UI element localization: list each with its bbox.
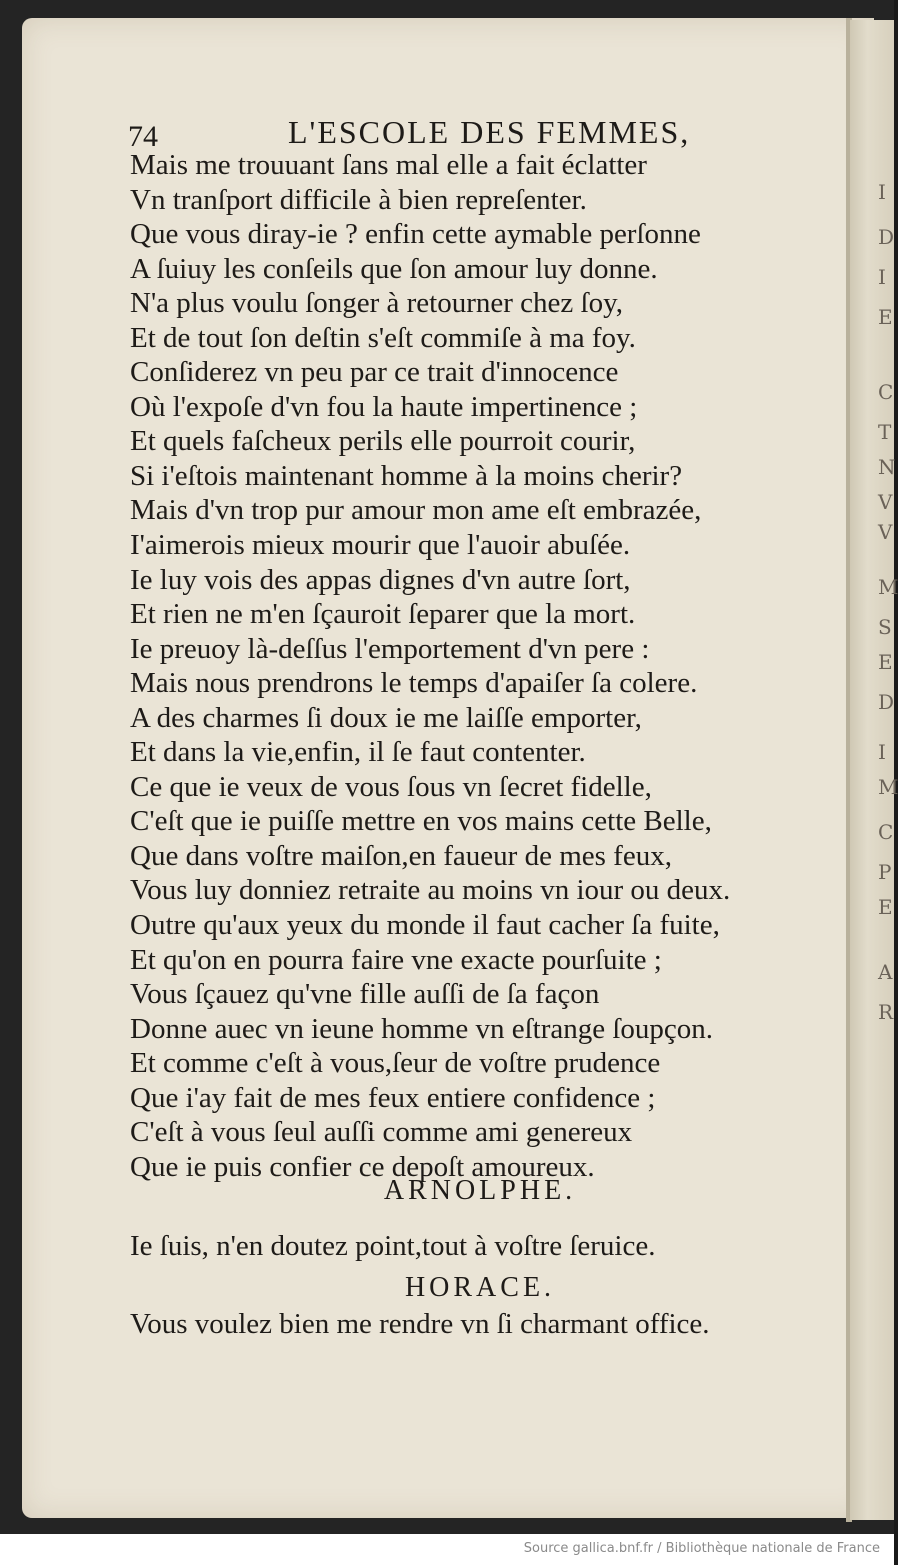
page-number: 74 — [128, 120, 158, 153]
bleed-letter: M — [878, 575, 898, 599]
verse-line: Mais d'vn trop pur amour mon ame eſt embrazée, — [130, 494, 702, 527]
verse-line: Vous luy donniez retraite au moins vn iour ou deux. — [130, 874, 731, 907]
bleed-letter: S — [878, 615, 892, 639]
bleed-letter: A — [878, 960, 893, 984]
verse-line: A des charmes ſi doux ie me laiſſe emporter, — [130, 701, 642, 734]
source-credit: Source gallica.bnf.fr / Bibliothèque nationale de France — [523, 1541, 880, 1556]
bleed-letter: V — [878, 520, 893, 544]
verse-line: Et de tout ſon deſtin s'eſt commiſe à ma foy. — [130, 321, 636, 354]
verse-line: Ie luy vois des appas dignes d'vn autre ſort, — [130, 563, 631, 596]
bleed-letter: C — [878, 380, 894, 404]
verse-line: Mais nous prendrons le temps d'apaiſer ſa colere. — [130, 667, 698, 700]
bleed-letter: V — [878, 490, 893, 514]
verse-line: Que ie puis confier ce depoſt amoureux. — [130, 1150, 595, 1183]
verse-line: Outre qu'aux yeux du monde il faut cacher ſa fuite, — [130, 909, 720, 942]
verse-line: Ie preuoy là-deſſus l'emportement d'vn pere : — [130, 632, 650, 665]
verse-line: Et dans la vie,enfin, il ſe faut contenter. — [130, 736, 586, 769]
speaker-name-horace: HORACE. — [404, 1272, 556, 1303]
verse-line: Où l'expoſe d'vn fou la haute impertinence ; — [130, 390, 638, 423]
verse-line-horace: Vous voulez bien me rendre vn ſi charmant office. — [130, 1308, 710, 1340]
bleed-letter: T — [878, 420, 892, 444]
bleed-letter: M — [878, 775, 898, 799]
verse-block — [130, 148, 860, 1184]
verse-line: Et qu'on en pourra faire vne exacte pourſuite ; — [130, 943, 662, 976]
verse-line: Que dans voſtre maiſon,en faueur de mes feux, — [130, 839, 672, 872]
bleed-letter: I — [878, 265, 886, 289]
verse-line: Ce que ie veux de vous ſous vn ſecret fidelle, — [130, 770, 652, 803]
bleed-letter: P — [878, 860, 892, 884]
verse-line: Vous ſçauez qu'vne fille auſſi de ſa façon — [130, 978, 600, 1011]
bleed-letter: D — [878, 225, 895, 249]
verse-line: Et rien ne m'en ſçauroit ſeparer que la mort. — [130, 598, 636, 631]
verse-line-arnolphe: Ie ſuis, n'en doutez point,tout à voſtre ſeruice. — [130, 1230, 656, 1262]
bleed-letter: E — [878, 650, 893, 674]
running-head — [128, 108, 848, 152]
bleed-letter: D — [878, 690, 895, 714]
verse-line: Que i'ay fait de mes feux entiere confidence ; — [130, 1081, 656, 1114]
bleed-letter: E — [878, 305, 893, 329]
bleed-letter: I — [878, 740, 886, 764]
verse-line: Conſiderez vn peu par ce trait d'innocence — [130, 356, 619, 389]
verse-line: Donne auec vn ieune homme vn eſtrange ſoupçon. — [130, 1012, 714, 1045]
verse-line: Si i'eſtois maintenant homme à la moins cherir? — [130, 459, 683, 492]
bleed-letter: E — [878, 895, 893, 919]
verse-line: N'a plus voulu ſonger à retourner chez ſoy, — [130, 287, 623, 320]
verse-line: Et quels faſcheux perils elle pourroit courir, — [130, 425, 636, 458]
verse-line: I'aimerois mieux mourir que l'auoir abuſée. — [130, 529, 631, 562]
verse-line: Mais me trouuant ſans mal elle a fait éclatter — [130, 149, 647, 181]
verse-line: A ſuiuy les conſeils que ſon amour luy donne. — [130, 252, 658, 285]
bleed-letter: I — [878, 180, 886, 204]
speaker-name-arnolphe: ARNOLPHE. — [383, 1175, 577, 1206]
bleed-letter: C — [878, 820, 894, 844]
bleed-letter: N — [878, 455, 896, 479]
verse-line: Et comme c'eſt à vous,ſeur de voſtre prudence — [130, 1047, 661, 1080]
verse-line: C'eſt que ie puiſſe mettre en vos mains cette Belle, — [130, 805, 712, 838]
verse-line: Que vous diray-ie ? enfin cette aymable perſonne — [130, 218, 701, 251]
source-footer — [0, 1534, 894, 1565]
bleed-letter: R — [878, 1000, 894, 1024]
verse-line: C'eſt à vous ſeul auſſi comme ami genereux — [130, 1116, 633, 1149]
running-title: L'ESCOLE DES FEMMES, — [288, 114, 691, 150]
verse-line: Vn tranſport difficile à bien repreſenter. — [130, 183, 587, 216]
